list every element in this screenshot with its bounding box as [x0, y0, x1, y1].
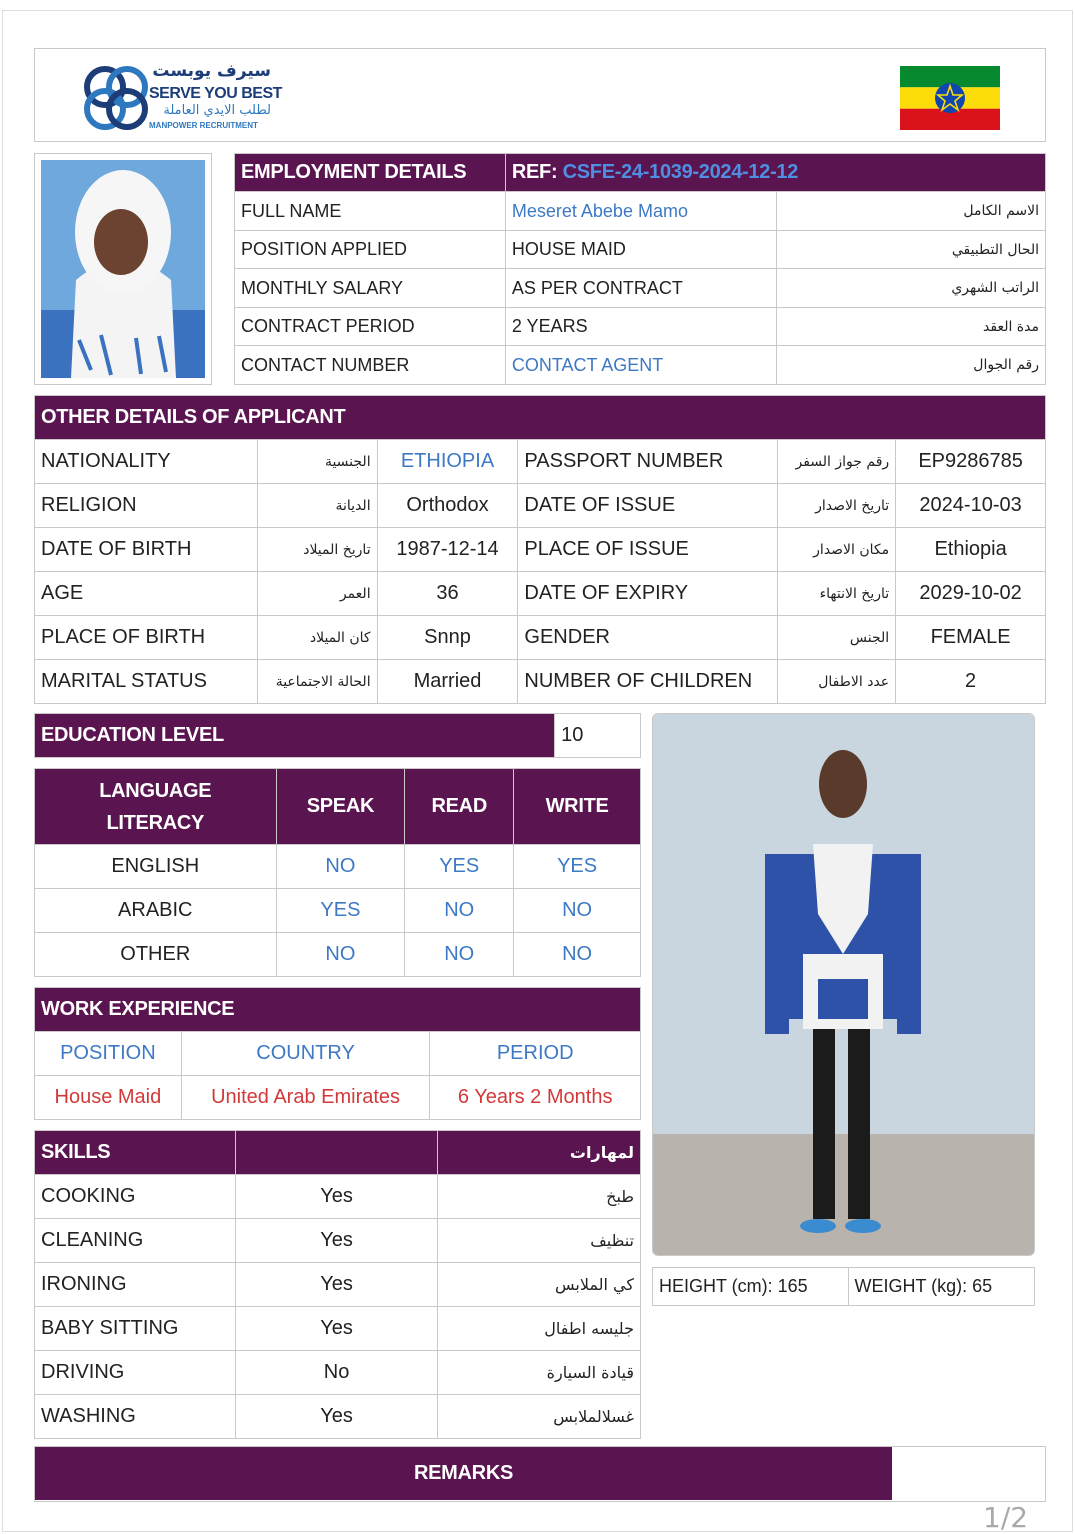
emp-value: CONTACT AGENT	[505, 346, 776, 385]
work-col-position: POSITION	[35, 1032, 182, 1076]
emp-label: MONTHLY SALARY	[235, 269, 506, 308]
emp-arabic: الراتب الشهري	[776, 269, 1045, 308]
page-number: 1/2	[983, 1501, 1029, 1534]
ethiopia-flag-icon	[900, 66, 1000, 130]
education-level-table	[34, 713, 641, 758]
skill-value: Yes	[235, 1219, 437, 1263]
skill-arabic: قيادة السيارة	[438, 1351, 641, 1395]
skill-arabic: جليسه اطفال	[438, 1307, 641, 1351]
other-arabic: تاريخ الانتهاء	[778, 572, 896, 616]
other-label: AGE	[35, 572, 258, 616]
other-arabic: مكان الاصدار	[778, 528, 896, 572]
other-label: PLACE OF BIRTH	[35, 616, 258, 660]
skill-value: Yes	[235, 1395, 437, 1439]
other-arabic: كان الميلاد	[257, 616, 377, 660]
skill-value: No	[235, 1351, 437, 1395]
logo-arabic-sub: لطلب الايدي العاملة	[163, 103, 271, 118]
full-body-photo	[653, 714, 1035, 1256]
read-header: READ	[405, 769, 514, 845]
logo-arabic-name: سيرف يوبست	[152, 61, 271, 81]
emp-value: 2 YEARS	[505, 308, 776, 346]
emp-value: AS PER CONTRACT	[505, 269, 776, 308]
other-value: Married	[377, 660, 518, 704]
company-logo	[83, 63, 283, 133]
other-label: RELIGION	[35, 484, 258, 528]
logo-knot-icon	[83, 65, 149, 131]
other-value: ETHIOPIA	[377, 440, 518, 484]
skill-name: IRONING	[35, 1263, 236, 1307]
language-name: OTHER	[35, 933, 277, 977]
other-label: MARITAL STATUS	[35, 660, 258, 704]
other-label: GENDER	[518, 616, 778, 660]
speak-header: SPEAK	[276, 769, 405, 845]
other-label: PLACE OF ISSUE	[518, 528, 778, 572]
other-arabic: تاريخ الميلاد	[257, 528, 377, 572]
emp-arabic: رقم الجوال	[776, 346, 1045, 385]
skill-name: CLEANING	[35, 1219, 236, 1263]
language-write: YES	[514, 845, 641, 889]
work-country: United Arab Emirates	[181, 1076, 430, 1120]
language-write: NO	[514, 889, 641, 933]
write-header: WRITE	[514, 769, 641, 845]
emp-arabic: الاسم الكامل	[776, 192, 1045, 231]
education-level-label: EDUCATION LEVEL	[35, 714, 555, 758]
other-details-header: OTHER DETAILS OF APPLICANT	[35, 396, 1046, 440]
emp-label: CONTACT NUMBER	[235, 346, 506, 385]
emp-value: Meseret Abebe Mamo	[505, 192, 776, 231]
ref-cell	[505, 154, 1045, 192]
other-value: 2	[896, 660, 1046, 704]
other-label: DATE OF BIRTH	[35, 528, 258, 572]
skill-value: Yes	[235, 1263, 437, 1307]
header-bar	[34, 48, 1046, 142]
language-table	[34, 768, 641, 977]
work-col-country: COUNTRY	[181, 1032, 430, 1076]
cv-page	[2, 10, 1073, 1532]
language-name: ARABIC	[35, 889, 277, 933]
other-arabic: رقم جواز السفر	[778, 440, 896, 484]
language-speak: NO	[276, 933, 405, 977]
work-experience-header: WORK EXPERIENCE	[35, 988, 641, 1032]
other-arabic: الديانة	[257, 484, 377, 528]
skill-value: Yes	[235, 1175, 437, 1219]
skill-name: WASHING	[35, 1395, 236, 1439]
language-literacy-header	[35, 769, 277, 845]
other-arabic: الحالة الاجتماعية	[257, 660, 377, 704]
work-period: 6 Years 2 Months	[430, 1076, 641, 1120]
skill-arabic: غسلالملابس	[438, 1395, 641, 1439]
skill-arabic: كي الملابس	[438, 1263, 641, 1307]
other-arabic: تاريخ الاصدار	[778, 484, 896, 528]
other-value: 1987-12-14	[377, 528, 518, 572]
skill-name: COOKING	[35, 1175, 236, 1219]
language-read: YES	[405, 845, 514, 889]
language-speak: YES	[276, 889, 405, 933]
other-value: FEMALE	[896, 616, 1046, 660]
language-read: NO	[405, 889, 514, 933]
emp-arabic: الحال التطبيقي	[776, 231, 1045, 269]
skill-name: BABY SITTING	[35, 1307, 236, 1351]
other-value: Snnp	[377, 616, 518, 660]
other-value: Ethiopia	[896, 528, 1046, 572]
portrait-photo	[41, 160, 205, 378]
other-label: PASSPORT NUMBER	[518, 440, 778, 484]
employment-details-table	[234, 153, 1046, 385]
ref-label: REF:	[511, 161, 558, 183]
language-header-line1: LANGUAGE	[99, 779, 212, 802]
skill-arabic: طبخ	[438, 1175, 641, 1219]
language-write: NO	[514, 933, 641, 977]
language-name: ENGLISH	[35, 845, 277, 889]
logo-english-name: SERVE YOU BEST	[149, 85, 282, 102]
other-value: 36	[377, 572, 518, 616]
other-label: DATE OF EXPIRY	[518, 572, 778, 616]
emp-value: HOUSE MAID	[505, 231, 776, 269]
emp-label: FULL NAME	[235, 192, 506, 231]
other-label: DATE OF ISSUE	[518, 484, 778, 528]
skills-header-arabic: لمهارات	[438, 1131, 641, 1175]
ref-value: CSFE-24-1039-2024-12-12	[562, 161, 799, 183]
language-read: NO	[405, 933, 514, 977]
skill-value: Yes	[235, 1307, 437, 1351]
remarks-box	[34, 1446, 1046, 1502]
full-body-photo-frame	[652, 713, 1035, 1256]
skills-header: SKILLS	[35, 1131, 236, 1175]
other-value: EP9286785	[896, 440, 1046, 484]
other-value: Orthodox	[377, 484, 518, 528]
language-header-line2: LITERACY	[106, 811, 205, 834]
employment-details-header: EMPLOYMENT DETAILS	[235, 154, 506, 192]
emp-label: CONTRACT PERIOD	[235, 308, 506, 346]
skill-arabic: تنظيف	[438, 1219, 641, 1263]
portrait-photo-frame	[34, 153, 212, 385]
work-experience-table	[34, 987, 641, 1120]
other-arabic: عدد الاطفال	[778, 660, 896, 704]
remarks-header: REMARKS	[35, 1447, 892, 1500]
weight-value: WEIGHT (kg): 65	[848, 1268, 1035, 1306]
skills-header-blank	[235, 1131, 437, 1175]
other-label: NATIONALITY	[35, 440, 258, 484]
language-speak: NO	[276, 845, 405, 889]
skill-name: DRIVING	[35, 1351, 236, 1395]
other-details-table	[34, 395, 1046, 704]
body-measurements-table	[652, 1267, 1035, 1306]
emp-arabic: مدة العقد	[776, 308, 1045, 346]
other-arabic: الجنس	[778, 616, 896, 660]
other-arabic: العمر	[257, 572, 377, 616]
emp-label: POSITION APPLIED	[235, 231, 506, 269]
work-position: House Maid	[35, 1076, 182, 1120]
other-value: 2024-10-03	[896, 484, 1046, 528]
education-level-value: 10	[555, 714, 641, 758]
work-col-period: PERIOD	[430, 1032, 641, 1076]
other-arabic: الجنسية	[257, 440, 377, 484]
skills-table	[34, 1130, 641, 1439]
height-value: HEIGHT (cm): 165	[653, 1268, 849, 1306]
other-label: NUMBER OF CHILDREN	[518, 660, 778, 704]
logo-sub: MANPOWER RECRUITMENT	[149, 121, 258, 130]
other-value: 2029-10-02	[896, 572, 1046, 616]
